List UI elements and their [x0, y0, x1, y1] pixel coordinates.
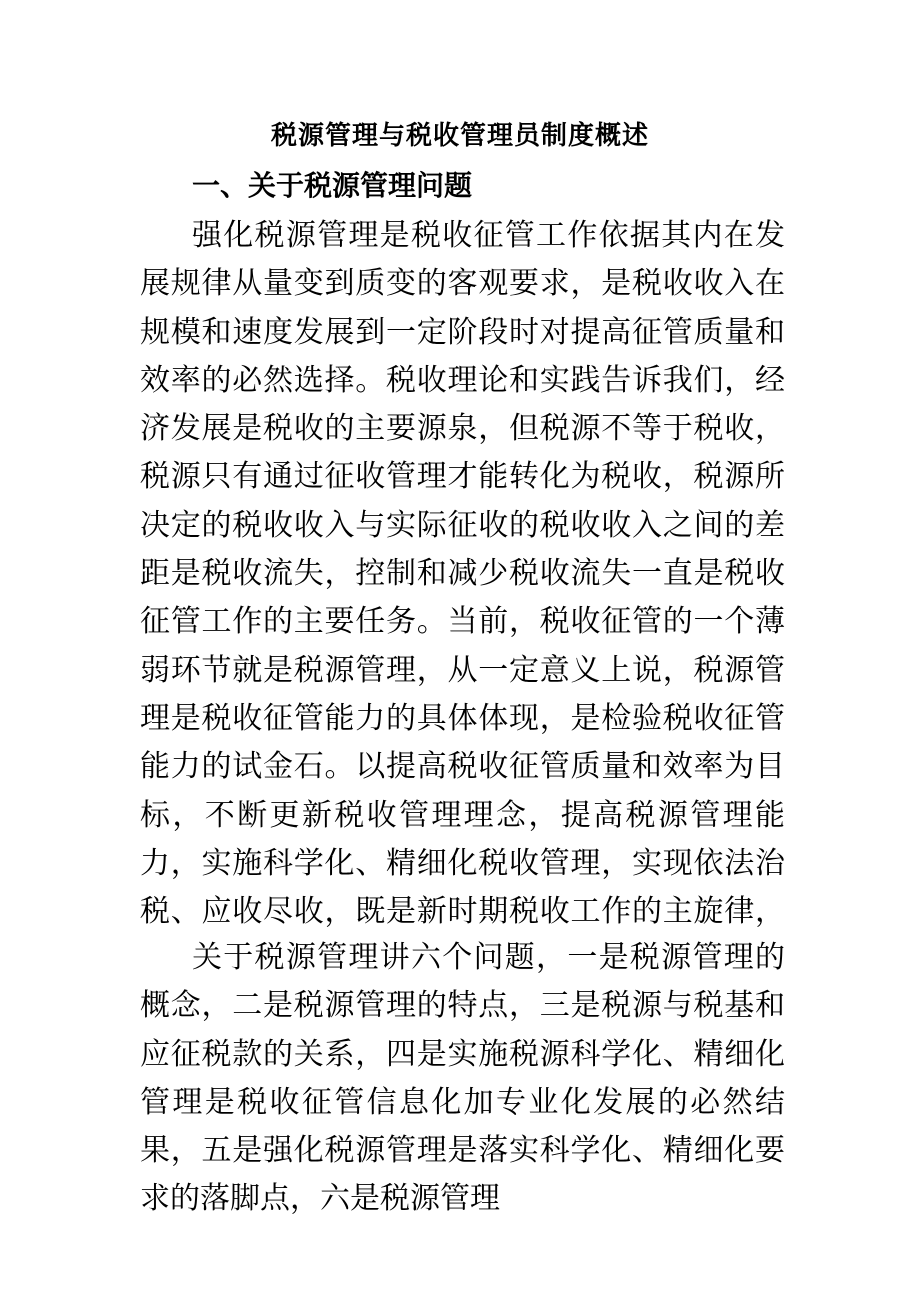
document-title: 税源管理与税收管理员制度概述 [270, 121, 649, 151]
body-paragraph: 强化税源管理是税收征管工作依据其内在发展规律从量变到质变的客观要求，是税收收入在规模和速度发展到一定阶段时对提高征管质量和效率的必然选择。税收理论和实践告诉我们，经济发展是税收的主要源泉，但税源不等于税收，税源只有通过征收管理才能转化为税收，税源所决定的税收收入与实际征收的税收收入之间的差距是税收流失，控制和减少税收流失一直是税收征管工作的主要任务。当前，税收征管的一个薄弱环节就是税源管理，从一定意义上说，税源管理是税收征管能力的具体体现，是检验税收征管能力的试金石。以提高税收征管质量和效率为目标，不断更新税收管理理念，提高税源管理能力，实施科学化、精细化税收管理，实现依法治税、应收尽收，既是新时期税收工作的主旋律， [140, 218, 785, 930]
body-paragraph: 关于税源管理讲六个问题，一是税源管理的概念，二是税源管理的特点，三是税源与税基和应征税款的关系，四是实施税源科学化、精细化管理是税收征管信息化加专业化发展的必然结果，五是强化税源管理是落实科学化、精细化要求的落脚点，六是税源管理 [140, 940, 785, 1217]
section-heading: 一、关于税源管理问题 [192, 169, 473, 202]
